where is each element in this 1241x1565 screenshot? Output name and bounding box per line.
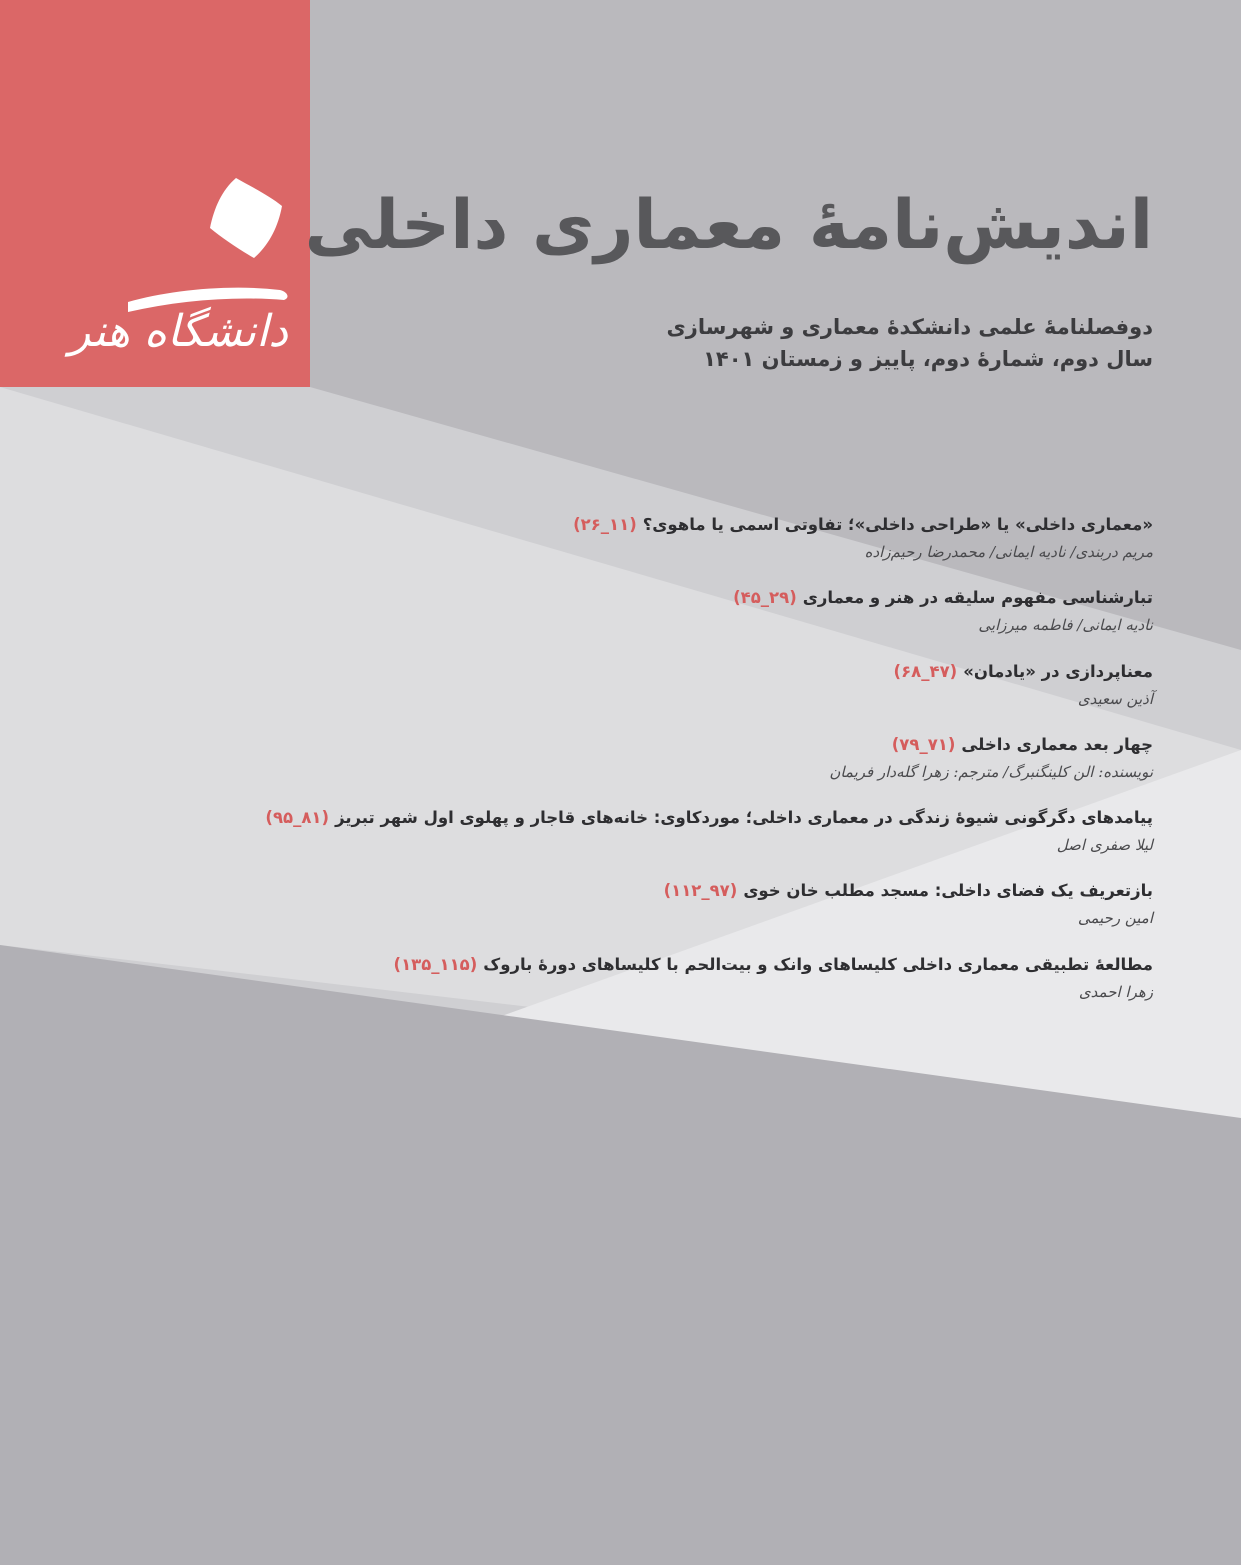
article-pages: (۸۱_۹۵) (265, 808, 330, 828)
toc-entry (253, 512, 1153, 585)
article-title-text: مطالعهٔ تطبیقی معماری داخلی کلیساهای وانک و بیت‌الحم با کلیساهای دورهٔ باروک (483, 954, 1153, 974)
article-authors: مریم دربندی/ نادیه ایمانی/ محمدرضا رحیم‌زاده (864, 543, 1153, 561)
article-title-text: معناپردازی در «یادمان» (963, 661, 1153, 681)
toc-entry (253, 732, 1153, 805)
article-title (253, 512, 1153, 538)
toc-entry (253, 878, 1153, 951)
article-title (253, 952, 1153, 978)
article-pages: (۱۱_۲۶) (573, 515, 637, 534)
article-pages: (۲۹_۴۵) (733, 588, 797, 608)
article-title-text: تبارشناسی مفهوم سلیقه در هنر و معماری (802, 588, 1153, 608)
article-title (253, 732, 1153, 758)
toc-entry (253, 585, 1153, 658)
journal-subtitle (667, 311, 1153, 375)
article-pages: (۱۱۵_۱۳۵) (393, 954, 478, 974)
article-authors: امین رحیمی (1077, 909, 1153, 928)
university-logo (0, 0, 310, 387)
subtitle-line-1: دوفصلنامهٔ علمی دانشکدهٔ معماری و شهرسازی (666, 315, 1153, 339)
article-pages: (۹۷_۱۱۲) (663, 881, 738, 901)
article-title-text: بازتعریف یک فضای داخلی: مسجد مطلب خان خوی (743, 881, 1153, 901)
toc-entry (253, 805, 1153, 878)
article-authors: زهرا احمدی (1078, 982, 1153, 1001)
table-of-contents (253, 512, 1153, 1025)
journal-title: اندیش‌نامهٔ معماری داخلی (304, 186, 1153, 265)
article-authors: نادیه ایمانی/ فاطمه میرزایی (978, 616, 1153, 635)
subtitle-line-2: سال دوم، شمارهٔ دوم، پاییز و زمستان ۱۴۰۱ (703, 347, 1153, 371)
toc-entry (253, 659, 1153, 732)
article-title-text: پیامدهای دگرگونی شیوهٔ زندگی در معماری داخلی؛ موردکاوی: خانه‌های قاجار و پهلوی اول شهر تبریز (335, 808, 1153, 828)
toc-entry (253, 952, 1153, 1025)
article-title-text: چهار بعد معماری داخلی (961, 734, 1153, 754)
article-title-text: «معماری داخلی» یا «طراحی داخلی»؛ تفاوتی اسمی یا ماهوی؟ (642, 515, 1153, 534)
article-title (253, 659, 1153, 685)
article-title (253, 585, 1153, 611)
article-pages: (۷۱_۷۹) (891, 734, 956, 754)
logo-wordmark: دانشگاه هنر (69, 306, 288, 357)
article-authors: نویسنده: الن کلینگنبرگ/ مترجم: زهرا گله‌دار فریمان (829, 762, 1153, 781)
article-pages: (۴۷_۶۸) (893, 661, 958, 681)
article-authors: آذین سعیدی (1077, 689, 1153, 708)
article-authors: لیلا صفری اصل (1056, 836, 1153, 855)
article-title (253, 878, 1153, 904)
article-title (253, 805, 1153, 831)
